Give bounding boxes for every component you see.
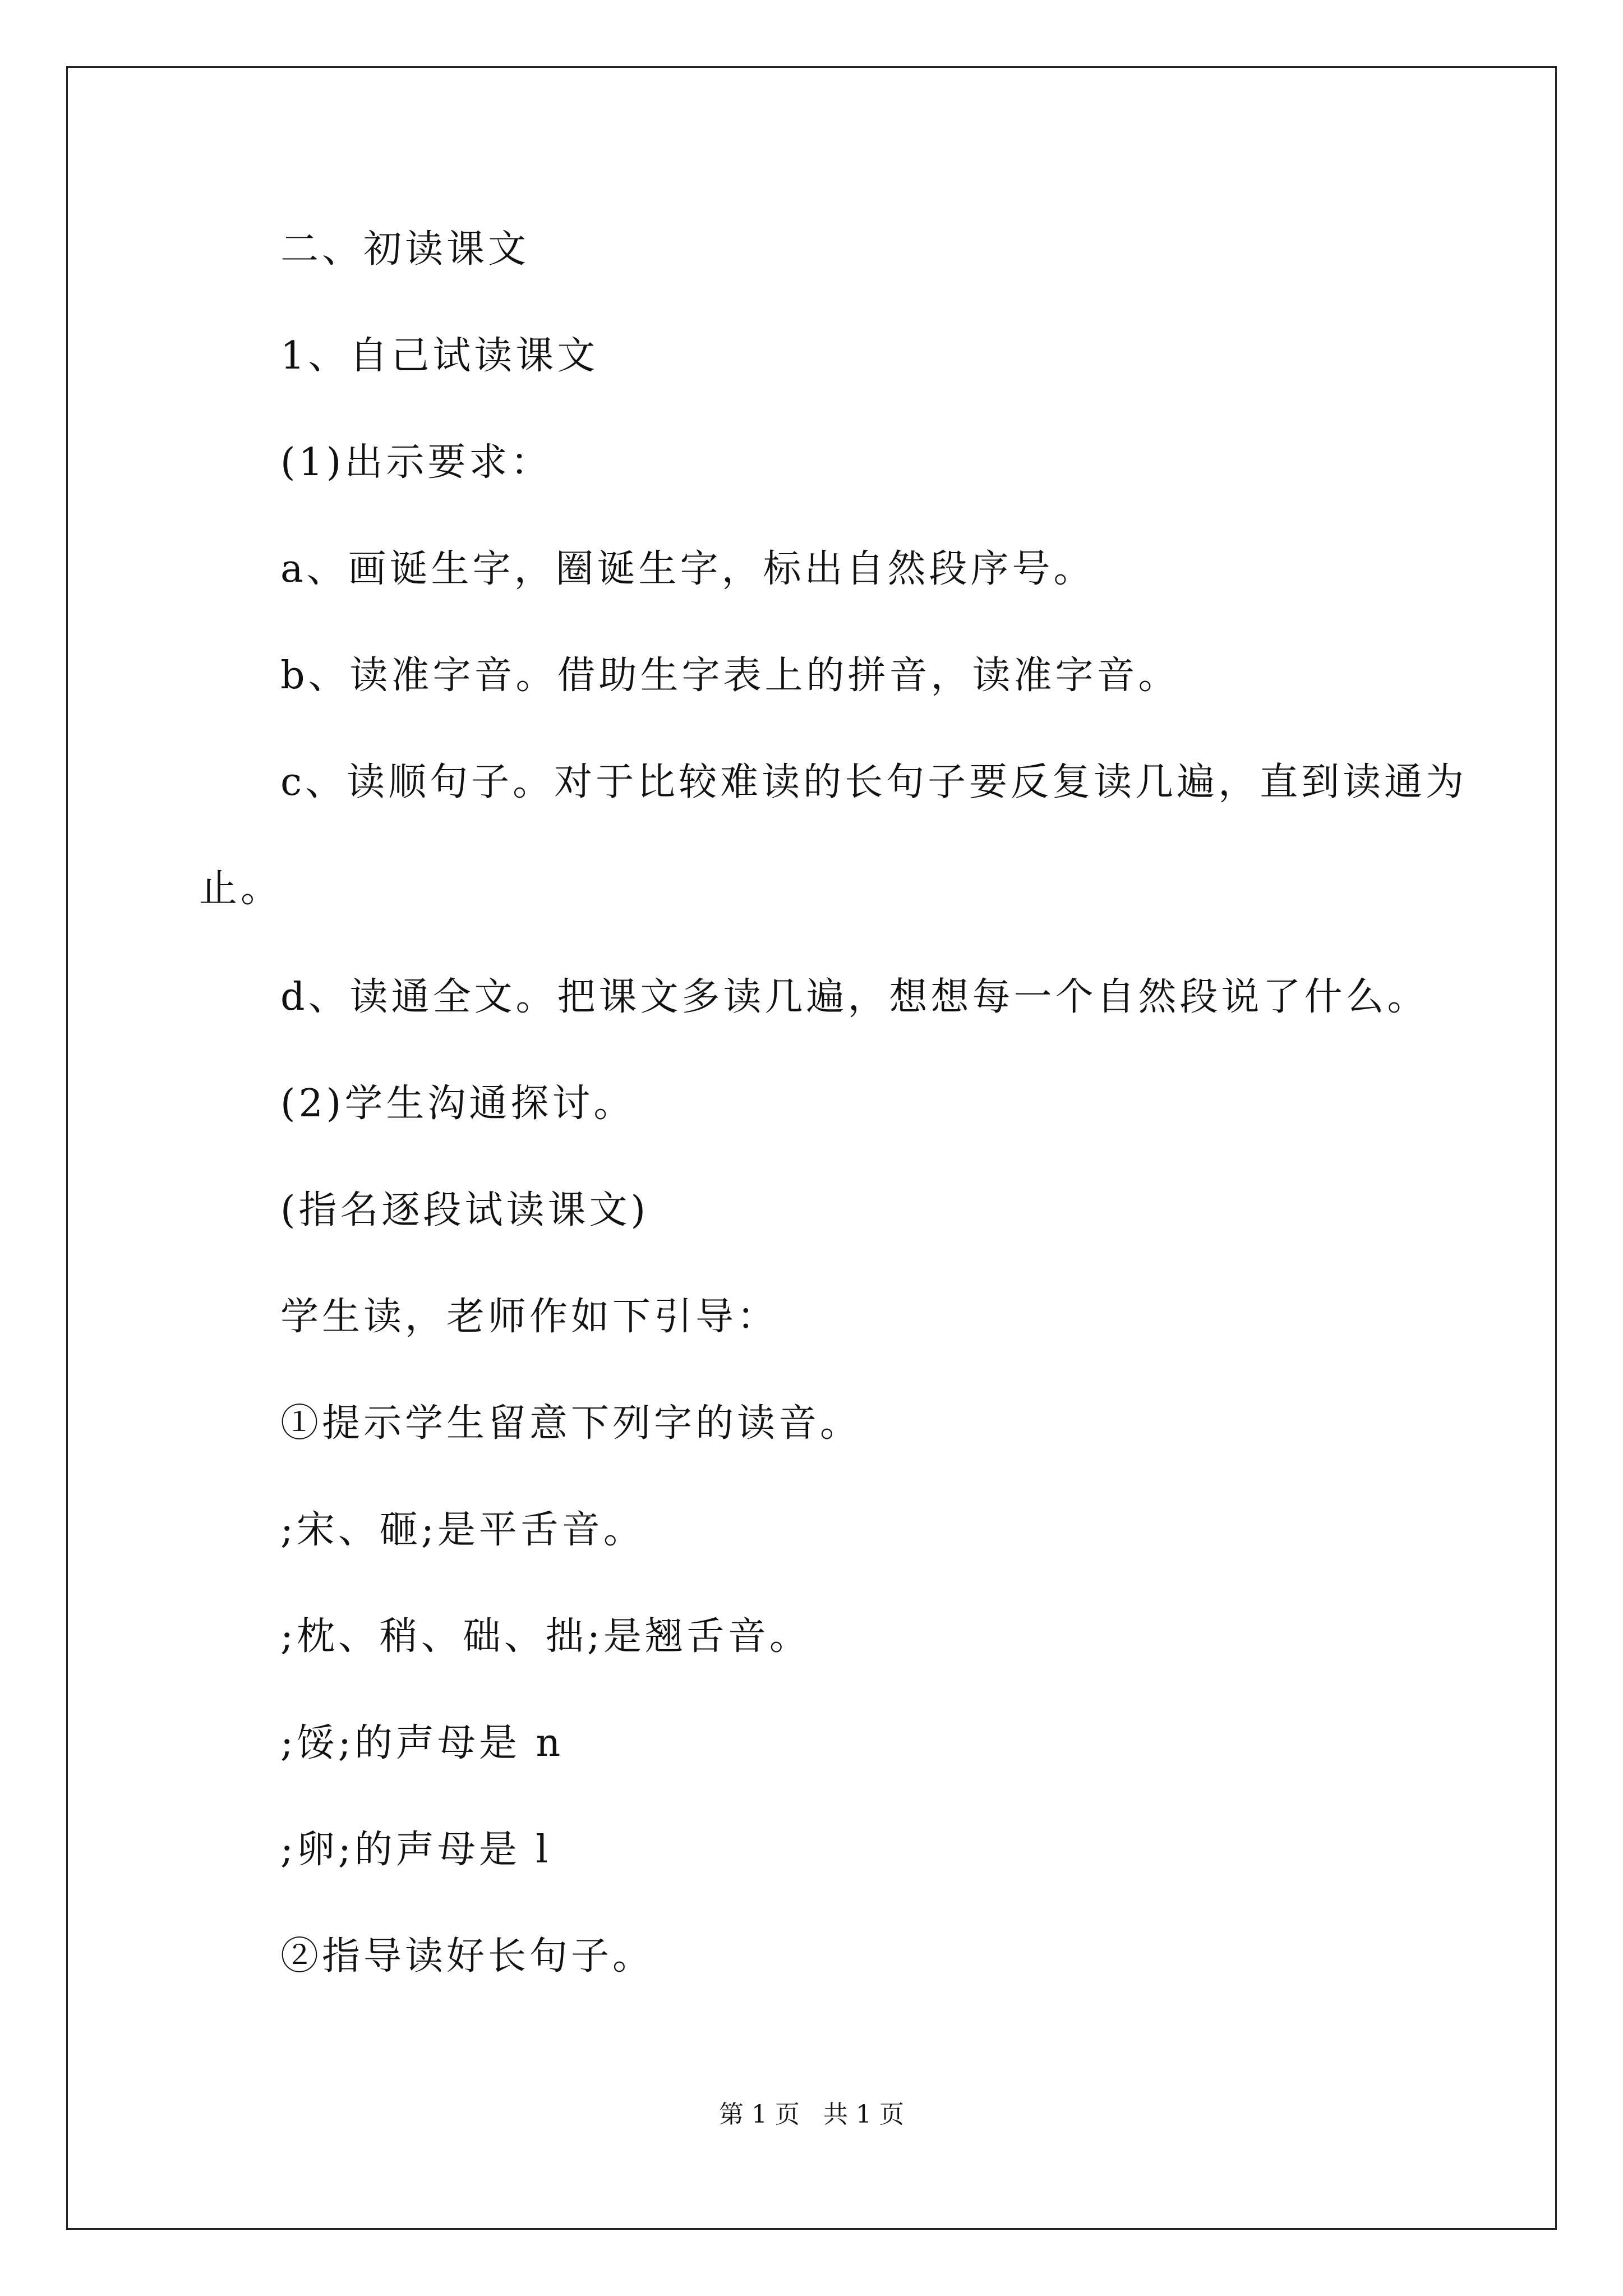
paragraph-line: ;卵;的声母是 l <box>280 1828 552 1872</box>
paragraph-line: 1、自己试读课文 <box>280 334 599 378</box>
paragraph-line: ;宋、砸;是平舌音。 <box>280 1508 645 1552</box>
paragraph-line: (2)学生沟通探讨。 <box>280 1082 635 1126</box>
paragraph-line: 学生读，老师作如下引导： <box>280 1295 779 1339</box>
page-border <box>66 66 1557 2230</box>
paragraph-line: b、读准字音。借助生字表上的拼音，读准字音。 <box>280 654 1180 698</box>
page-footer <box>0 2099 1623 2131</box>
paragraph-line: ①提示学生留意下列字的读音。 <box>280 1401 862 1446</box>
section-heading: 二、初读课文 <box>280 227 530 272</box>
paragraph-line: (1)出示要求： <box>280 440 552 485</box>
paragraph-line-continuation: 止。 <box>199 867 283 911</box>
paragraph-line: ;馁;的声母是 n <box>280 1721 564 1765</box>
page-number: 第 1 页 <box>719 2100 800 2129</box>
paragraph-line: a、画诞生字，圈诞生字，标出自然段序号。 <box>280 547 1095 591</box>
page-total: 共 1 页 <box>823 2100 904 2129</box>
paragraph-line: d、读通全文。把课文多读几遍，想想每一个自然段说了什么。 <box>280 975 1429 1019</box>
paragraph-line: ②指导读好长句子。 <box>280 1934 654 1978</box>
paragraph-line: (指名逐段试读课文) <box>280 1188 649 1232</box>
paragraph-line: ;枕、稍、础、拙;是翘舌音。 <box>280 1614 811 1659</box>
paragraph-line: c、读顺句子。对于比较难读的长句子要反复读几遍，直到读通为 <box>280 760 1468 804</box>
